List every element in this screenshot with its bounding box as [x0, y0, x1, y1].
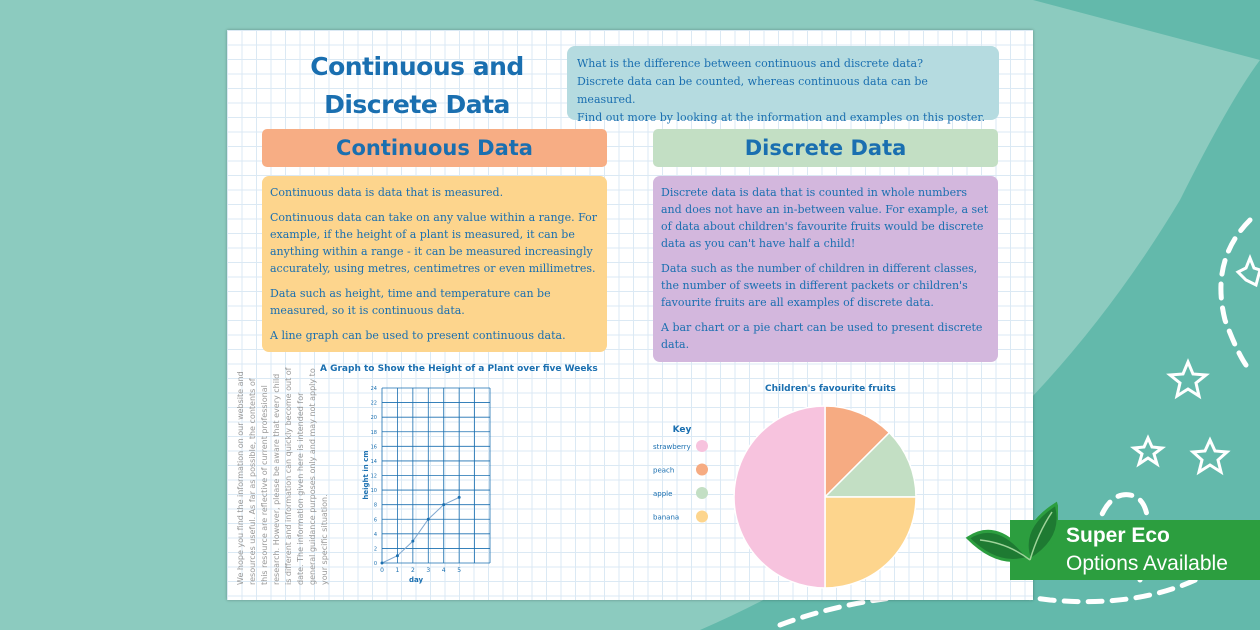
- legend-swatch: [696, 440, 708, 452]
- continuous-heading: Continuous Data: [262, 129, 607, 167]
- pie-chart-title: Children's favourite fruits: [765, 384, 896, 394]
- paragraph: Continuous data is data that is measured.: [270, 186, 504, 199]
- x-tick-label: 2: [410, 567, 415, 574]
- x-tick-label: 1: [395, 567, 400, 574]
- data-point: [458, 496, 461, 499]
- legend-swatch: [696, 487, 708, 499]
- data-point: [442, 503, 445, 506]
- x-tick-label: 5: [457, 567, 462, 574]
- x-tick-label: 4: [441, 567, 446, 574]
- y-tick-label: 14: [370, 458, 377, 465]
- line-chart-title: A Graph to Show the Height of a Plant over five Weeks: [320, 364, 598, 374]
- x-tick-label: 3: [426, 567, 431, 574]
- legend-swatch: [696, 464, 708, 476]
- legend-label: apple: [653, 490, 673, 498]
- data-line: [382, 497, 459, 563]
- paragraph: Discrete data is data that is counted in whole numbers and does not have an in-between value. For example, a set of data about children's favourite fruits would be discrete data as you can't have half a child!: [661, 186, 989, 250]
- y-tick-label: 0: [373, 561, 377, 567]
- legend-swatch: [696, 511, 708, 523]
- data-point: [396, 554, 399, 557]
- leaf-icon: [958, 498, 1058, 578]
- y-tick-label: 20: [370, 415, 377, 422]
- data-point: [411, 540, 414, 543]
- intro-line: Discrete data can be counted, whereas continuous data can be measured.: [577, 75, 928, 106]
- badge-line2: Options Available: [1066, 552, 1228, 575]
- intro-line: What is the difference between continuous and discrete data?: [577, 57, 923, 70]
- badge-line1: Super Eco: [1066, 524, 1170, 547]
- y-axis-label: height in cm: [362, 450, 370, 500]
- pie-slice-strawberry: [734, 406, 825, 588]
- disclaimer: We hope you find the information on our website and resources useful. As far as possible, the contents of this resource are reflective of current professional research. However, please be aware that every child is different and information can quickly become out of date. The information given here is intended for general guidance purposes only and may not apply to your specific situation.: [236, 367, 329, 585]
- y-tick-label: 2: [373, 546, 377, 553]
- pie-slice-banana: [825, 497, 916, 588]
- x-tick-label: 0: [380, 567, 384, 574]
- y-tick-label: 12: [370, 473, 377, 480]
- paragraph: Continuous data can take on any value within a range. For example, if the height of a plant is measured, it can be anything within a range - it can be measured increasingly accurately, using metres, centimetres or even millimetres.: [270, 211, 597, 275]
- intro-line: Find out more by looking at the information and examples on this poster.: [577, 111, 985, 124]
- discrete-heading: Discrete Data: [653, 129, 998, 167]
- y-tick-label: 4: [373, 531, 377, 538]
- paragraph: A line graph can be used to present continuous data.: [270, 329, 566, 342]
- y-tick-label: 8: [373, 502, 377, 509]
- eco-badge: [1010, 520, 1260, 580]
- paragraph: Data such as the number of children in different classes, the number of sweets in different packets or children's favourite fruits are all examples of discrete data.: [661, 262, 978, 309]
- data-point: [381, 562, 384, 565]
- x-axis-label: day: [408, 576, 424, 584]
- y-tick-label: 24: [370, 386, 377, 392]
- legend-title: Key: [672, 425, 692, 435]
- y-tick-label: 6: [373, 517, 377, 524]
- charts: [227, 30, 1033, 600]
- y-tick-label: 22: [370, 400, 377, 407]
- legend-label: banana: [653, 513, 680, 522]
- y-tick-label: 10: [370, 488, 377, 495]
- data-point: [427, 518, 430, 521]
- paragraph: A bar chart or a pie chart can be used to present discrete data.: [661, 321, 983, 351]
- poster-title: Continuous and Discrete Data: [310, 52, 524, 119]
- poster: [227, 30, 1033, 600]
- y-tick-label: 18: [370, 429, 377, 436]
- legend-label: peach: [653, 466, 675, 475]
- paragraph: Data such as height, time and temperature can be measured, so it is continuous data.: [270, 287, 551, 317]
- y-tick-label: 16: [370, 444, 377, 451]
- legend-label: strawberry: [653, 443, 691, 451]
